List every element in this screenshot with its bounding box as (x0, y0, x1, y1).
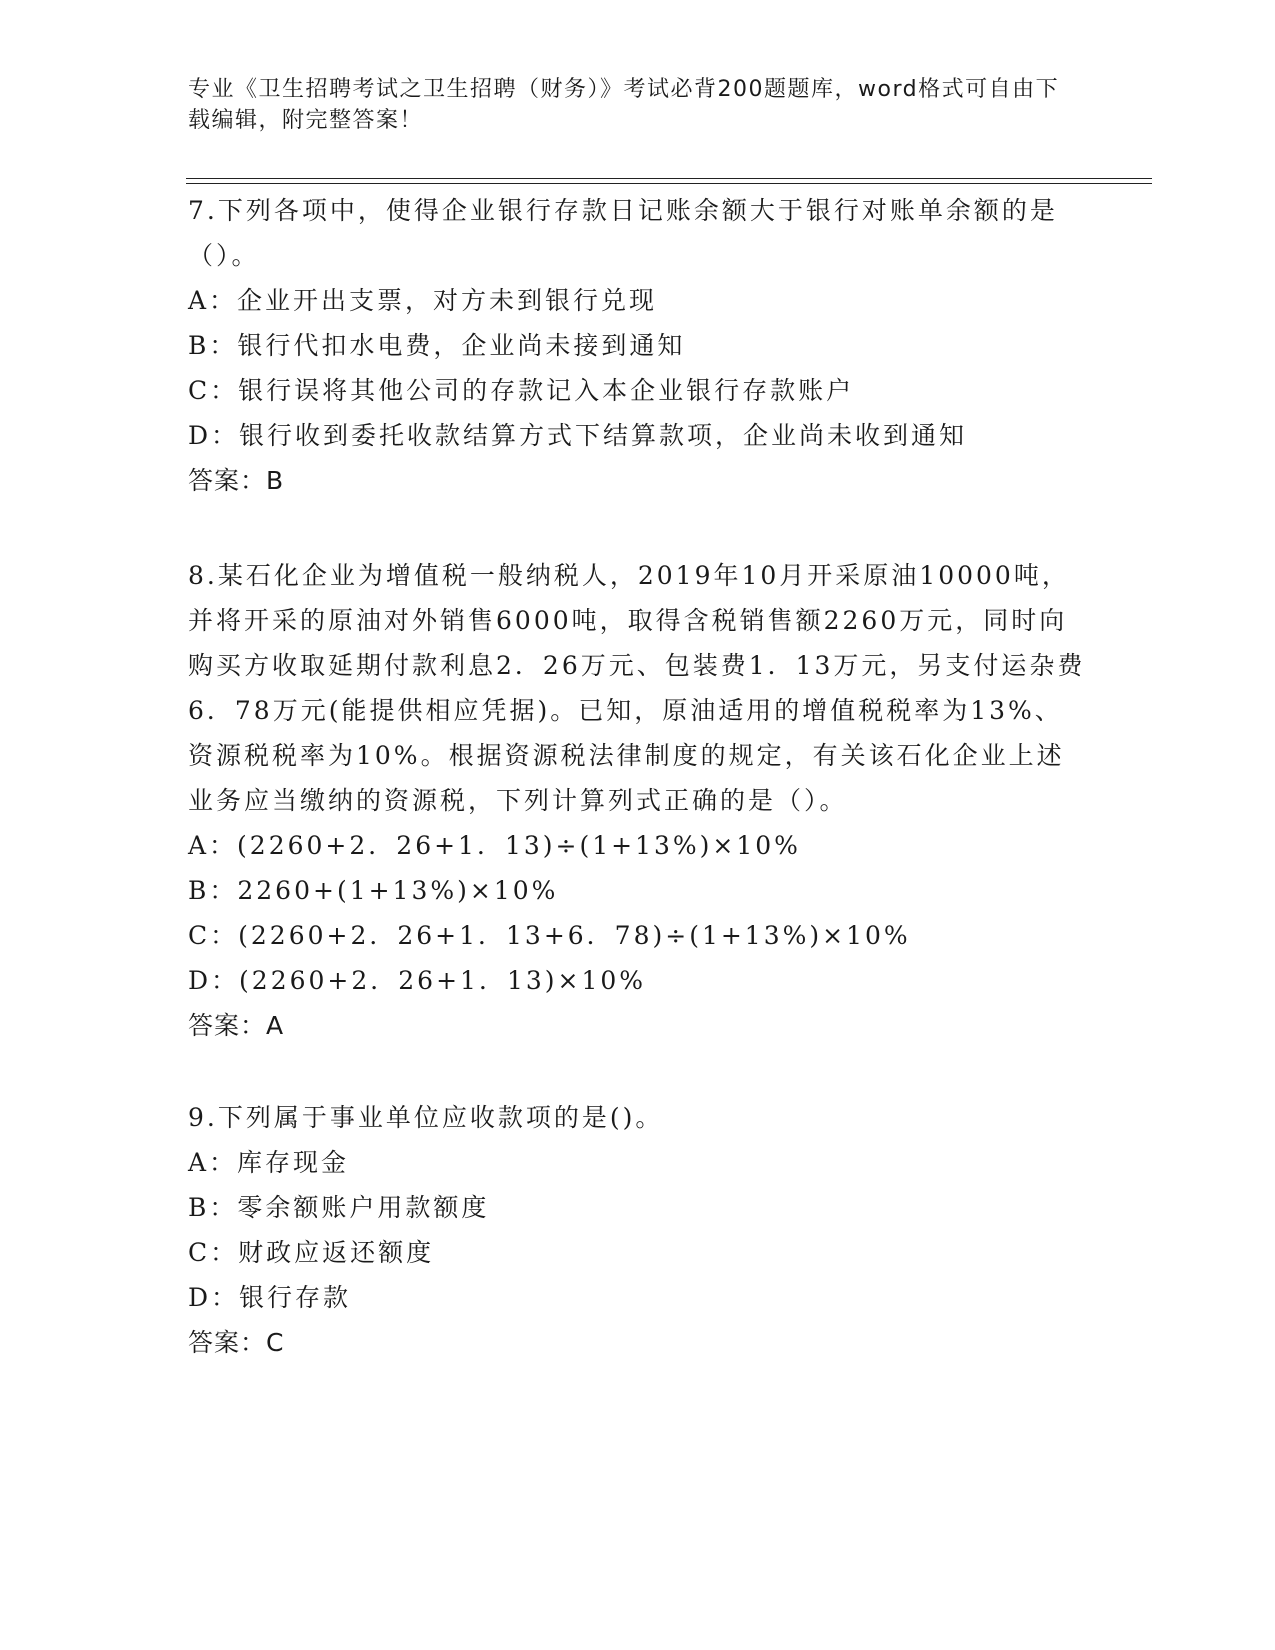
option-a: A：库存现金 (188, 1148, 350, 1177)
question-stem: 7.下列各项中，使得企业银行存款日记账余额大于银行对账单余额的是（）。 (188, 196, 1058, 270)
question-8 (188, 553, 1088, 1048)
option-c: C：财政应返还额度 (188, 1238, 435, 1267)
question-stem: 8.某石化企业为增值税一般纳税人，2019年10月开采原油10000吨，并将开采的原油对外销售6000吨，取得含税销售额2260万元，同时向购买方收取延期付款利息2．26万元、包装费1．13万元，另支付运杂费6．78万元(能提供相应凭据)。已知，原油适用的增值税税率为13%、资源税税率为10%。根据资源税法律制度的规定，有关该石化企业上述业务应当缴纳的资源税，下列计算列式正确的是（）。 (188, 561, 1086, 815)
answer-line: 答案：C (188, 1328, 285, 1357)
option-b: B：零余额账户用款额度 (188, 1193, 490, 1222)
option-c: C：(2260+2．26+1．13+6．78)÷(1+13%)×10% (188, 921, 911, 950)
option-d: D：银行收到委托收款结算方式下结算款项，企业尚未收到通知 (188, 421, 968, 450)
option-a: A：(2260+2．26+1．13)÷(1+13%)×10% (188, 831, 801, 860)
option-b: B：银行代扣水电费，企业尚未接到通知 (188, 331, 686, 360)
document-intro: 专业《卫生招聘考试之卫生招聘（财务）》考试必背200题题库，word格式可自由下载编辑，附完整答案！ (188, 77, 1060, 133)
header-divider-top (186, 178, 1152, 179)
question-7 (188, 188, 1088, 503)
option-d: D：银行存款 (188, 1283, 352, 1312)
option-a: A：企业开出支票，对方未到银行兑现 (188, 286, 658, 315)
answer-line: 答案：A (188, 1011, 285, 1040)
header-divider-bottom (186, 183, 1152, 184)
question-stem: 9.下列属于事业单位应收款项的是()。 (188, 1103, 664, 1132)
option-b: B：2260+(1+13%)×10% (188, 876, 559, 905)
question-9 (188, 1095, 1088, 1365)
option-d: D：(2260+2．26+1．13)×10% (188, 966, 647, 995)
answer-line: 答案：B (188, 466, 285, 495)
option-c: C：银行误将其他公司的存款记入本企业银行存款账户 (188, 376, 855, 405)
